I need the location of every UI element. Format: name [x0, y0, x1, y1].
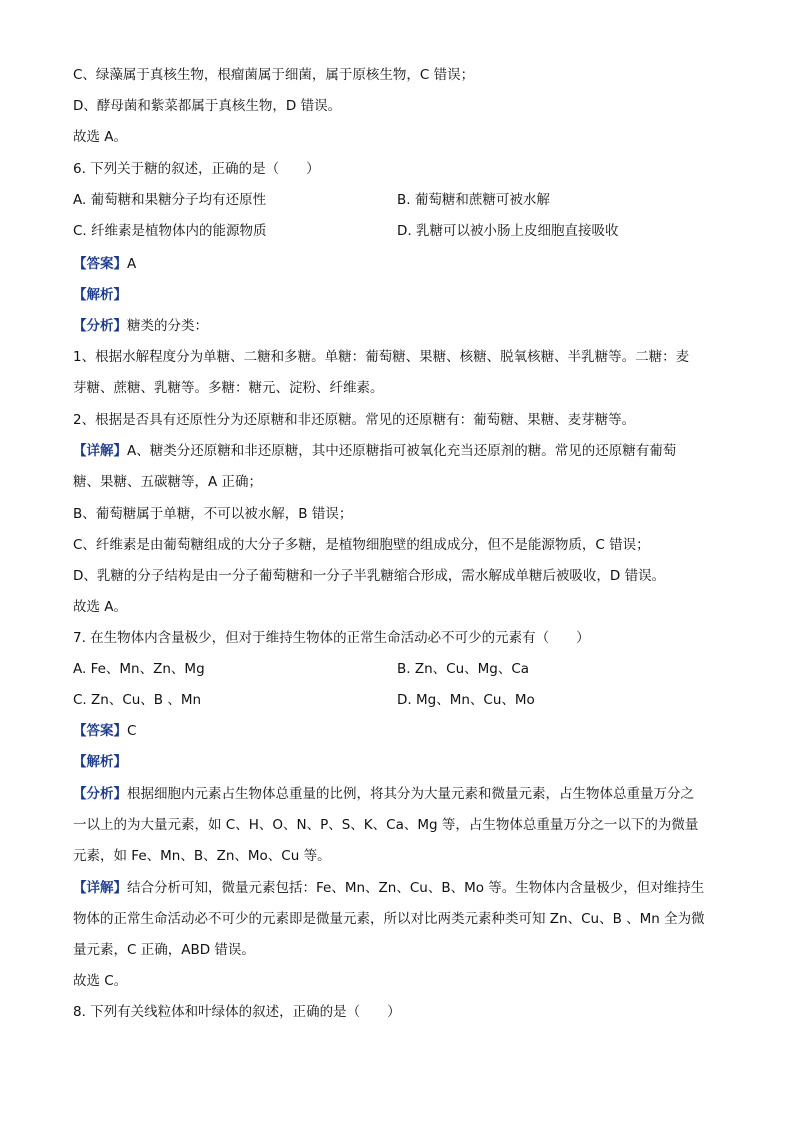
fenxi-line: [73, 784, 694, 804]
question-7: 7. 在生物体内含量极少，但对于维持生物体的正常生命活动必不可少的元素有（ ）: [73, 630, 590, 646]
text-line: 芽糖、蔗糖、乳糖等。多糖：糖元、淀粉、纤维素。: [73, 380, 384, 396]
xiangjie-text: 结合分析可知，微量元素包括：Fe、Mn、Zn、Cu、B、Mo 等。生物体内含量极少，但对维持生: [127, 880, 705, 896]
option-7a: A. Fe、Mn、Zn、Mg: [73, 661, 205, 677]
xiangjie-line: [73, 441, 676, 461]
xiangjie-text: A、糖类分还原糖和非还原糖，其中还原糖指可被氧化充当还原剂的糖。常见的还原糖有葡萄: [127, 443, 677, 459]
text-line: 元素，如 Fe、Mn、B、Zn、Mo、Cu 等。: [73, 848, 331, 864]
analysis-line: [73, 752, 127, 772]
answer-value: A: [127, 256, 137, 272]
option-6c: C. 纤维素是植物体内的能源物质: [73, 223, 267, 239]
fenxi-text: 糖类的分类：: [127, 318, 208, 334]
option-7b: B. Zn、Cu、Mg、Ca: [397, 661, 530, 677]
answer-value: C: [127, 723, 137, 739]
text-line: B、葡萄糖属于单糖，不可以被水解，B 错误；: [73, 506, 353, 522]
text-line: 量元素，C 正确，ABD 错误。: [73, 942, 255, 958]
answer-tag: 【答案】: [73, 723, 127, 739]
answer-tag: 【答案】: [73, 256, 127, 272]
xiangjie-tag: 【详解】: [73, 880, 127, 896]
text-line: 糖、果糖、五碳糖等，A 正确；: [73, 474, 263, 490]
analysis-tag: 【解析】: [73, 754, 127, 770]
text-line: 故选 A。: [73, 599, 128, 615]
text-line: 故选 C。: [73, 973, 128, 989]
answer-line: [73, 254, 136, 274]
text-line: 物体的正常生命活动必不可少的元素即是微量元素，所以对比两类元素种类可知 Zn、Cu、B 、Mn 全为微: [73, 911, 705, 927]
analysis-tag: 【解析】: [73, 287, 127, 303]
text-line: D、乳糖的分子结构是由一分子葡萄糖和一分子半乳糖缩合形成，需水解成单糖后被吸收，D 错误。: [73, 568, 666, 584]
fenxi-tag: 【分析】: [73, 786, 127, 802]
option-6b: B. 葡萄糖和蔗糖可被水解: [397, 192, 550, 208]
text-line: C、绿藻属于真核生物，根瘤菌属于细菌，属于原核生物，C 错误；: [73, 67, 475, 83]
option-7d: D. Mg、Mn、Cu、Mo: [397, 692, 535, 708]
fenxi-line: [73, 316, 208, 336]
analysis-line: [73, 285, 127, 305]
text-line: 一以上的为大量元素，如 C、H、O、N、P、S、K、Ca、Mg 等，占生物体总重量万分之一以下的为微量: [73, 817, 699, 833]
fenxi-tag: 【分析】: [73, 318, 127, 334]
text-line: 2、根据是否具有还原性分为还原糖和非还原糖。常见的还原糖有：葡萄糖、果糖、麦芽糖等。: [73, 412, 636, 428]
text-line: 故选 A。: [73, 129, 128, 145]
option-6a: A. 葡萄糖和果糖分子均有还原性: [73, 192, 267, 208]
question-8: 8. 下列有关线粒体和叶绿体的叙述，正确的是（ ）: [73, 1004, 401, 1020]
question-6: 6. 下列关于糖的叙述，正确的是（ ）: [73, 161, 320, 177]
text-line: C、纤维素是由葡萄糖组成的大分子多糖，是植物细胞壁的组成成分，但不是能源物质，C 错误；: [73, 537, 650, 553]
option-6d: D. 乳糖可以被小肠上皮细胞直接吸收: [397, 223, 619, 239]
text-line: D、酵母菌和紫菜都属于真核生物，D 错误。: [73, 98, 342, 114]
xiangjie-tag: 【详解】: [73, 443, 127, 459]
text-line: 1、根据水解程度分为单糖、二糖和多糖。单糖：葡萄糖、果糖、核糖、脱氧核糖、半乳糖等。二糖：麦: [73, 349, 690, 365]
xiangjie-line: [73, 878, 704, 898]
fenxi-text: 根据细胞内元素占生物体总重量的比例，将其分为大量元素和微量元素，占生物体总重量万分之: [127, 786, 694, 802]
answer-line: [73, 721, 136, 741]
option-7c: C. Zn、Cu、B 、Mn: [73, 692, 202, 708]
